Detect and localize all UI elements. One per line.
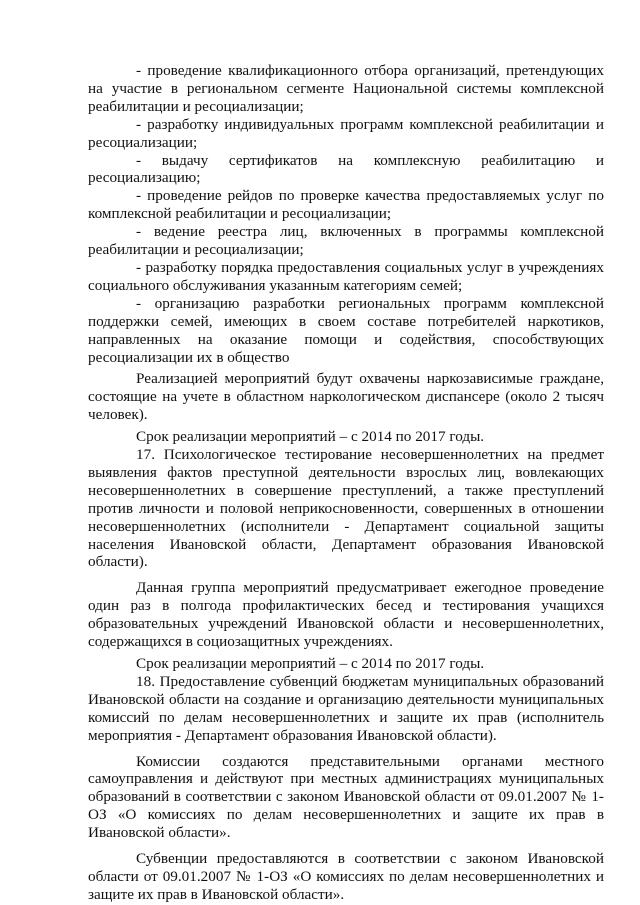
paragraph-term-1: Срок реализации мероприятий – с 2014 по 2017 годы. (136, 428, 485, 446)
paragraph-term-2: Срок реализации мероприятий – с 2014 по 2017 годы. (136, 655, 485, 672)
paragraph-certificates: - выдачу сертификатов на комплексную реабилитацию и ресоциализацию; (88, 151, 604, 187)
paragraph-testing-description: Данная группа мероприятий предусматривает ежегодное проведение один раз в полгода профилактических бесед и тестирования учащихся образовательных учреждений Ивановской области и несовершеннолетних, содержащихся в социозащитных учреждениях. (88, 579, 604, 651)
paragraph-qualification-selection: - проведение квалификационного отбора организаций, претендующих на участие в региональном сегменте Национальной системы комплексной реабилитации и ресоциализации; (88, 62, 604, 115)
document-page (88, 62, 604, 904)
paragraph-registry: - ведение реестра лиц, включенных в программы комплексной реабилитации и ресоциализации; (88, 223, 604, 259)
paragraph-item-17: 17. Психологическое тестирование несовершеннолетних на предмет выявления фактов преступной деятельности взрослых лиц, вовлекающих несовершеннолетних в совершение преступлений, а также преступлений против личности и половой неприкосновенности, совершенных в отношении несовершеннолетних (исполнители - Департамент социальной защиты населения Ивановской области, Департамент образования Ивановской области). (88, 446, 604, 571)
paragraph-commissions: Комиссии создаются представительными органами местного самоуправления и действуют при местных администрациях муниципальных образований в соответствии с законом Ивановской области от 09.01.2007 № 1-ОЗ «О комиссиях по делам несовершеннолетних и защите их прав в Ивановской области». (88, 752, 604, 842)
paragraph-subventions: Субвенции предоставляются в соответствии с законом Ивановской области от 09.01.2007 № 1-ОЗ «О комиссиях по делам несовершеннолетних и защите их прав в Ивановской области». (88, 850, 604, 903)
paragraph-item-18: 18. Предоставление субвенций бюджетам муниципальных образований Ивановской области на создание и организацию деятельности муниципальных комиссий по делам несовершеннолетних и защите их прав (исполнитель мероприятия - Департамент образования Ивановской области). (88, 672, 604, 744)
paragraph-family-support: - организацию разработки региональных программ комплексной поддержки семей, имеющих в своем составе потребителей наркотиков, направленных на оказание помощи и содействия, способствующих ресоциализации их в общество (88, 294, 604, 366)
paragraph-raids: - проведение рейдов по проверке качества предоставляемых услуг по комплексной реабилитации и ресоциализации; (88, 187, 604, 223)
paragraph-social-services: - разработку порядка предоставления социальных услуг в учреждениях социального обслуживания указанным категориям семей; (88, 258, 604, 294)
paragraph-individual-programs: - разработку индивидуальных программ комплексной реабилитации и ресоциализации; (88, 115, 604, 151)
paragraph-coverage: Реализацией мероприятий будут охвачены наркозависимые граждане, состоящие на учете в областном наркологическом диспансере (около 2 тысяч человек). (88, 370, 604, 424)
